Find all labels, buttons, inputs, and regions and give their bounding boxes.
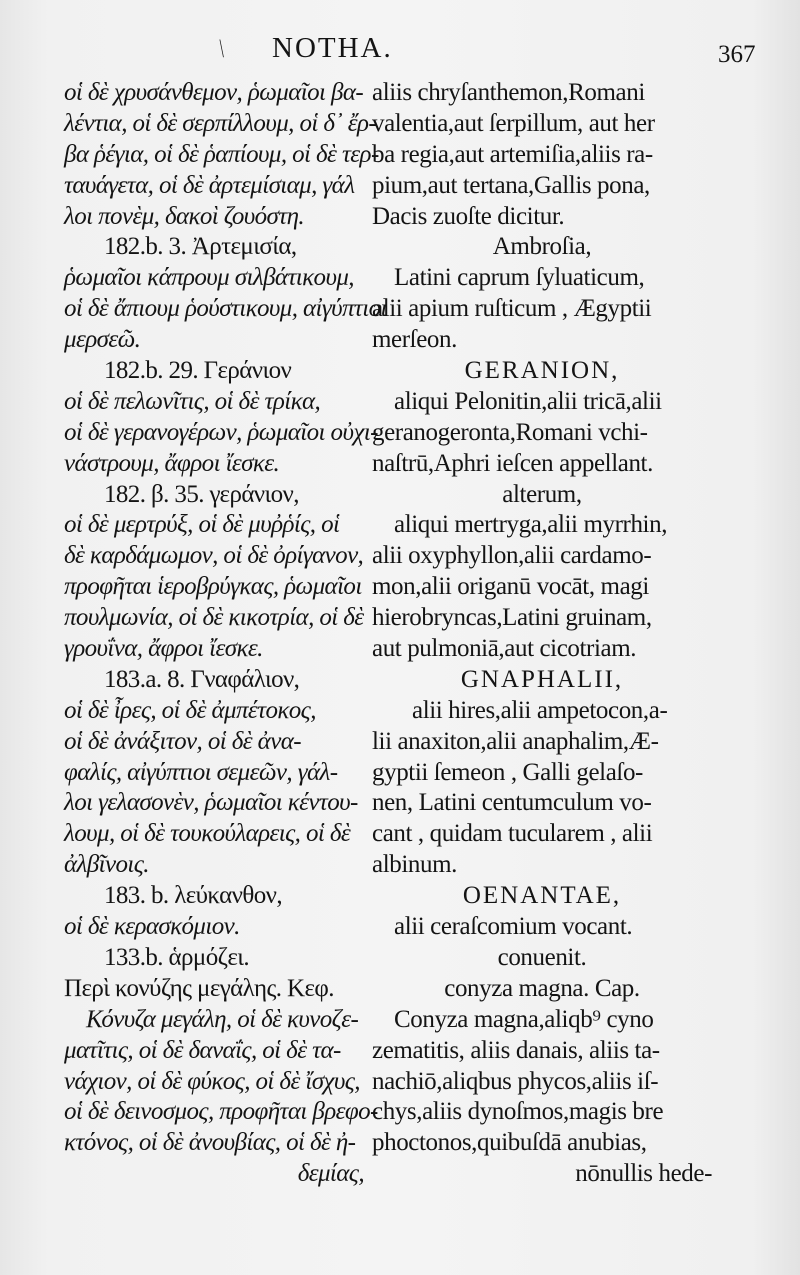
latin-line: zematitis, aliis danais, aliis ta- [372, 1036, 660, 1064]
latin-line: lii anaxiton,alii anaphalim,Æ- [372, 727, 659, 755]
latin-heading: Ambroſia, [492, 233, 592, 261]
greek-line: δὲ καρδάμωμον, οἱ δὲ ὀρίγανον, [64, 542, 364, 570]
latin-line: aut pulmoniā,aut cicotriam. [372, 635, 637, 663]
latin-heading: conuenit. [497, 943, 587, 971]
greek-reference: 183. b. λεύκανθον, [104, 882, 283, 910]
greek-line: ῥωμαῖοι κάπρουμ σιλβάτικουμ, [64, 264, 354, 292]
latin-line: naſtrū,Aphri ieſcen appellant. [372, 449, 653, 477]
greek-line: λουμ, οἱ δὲ τουκούλαρεις, οἱ δὲ [64, 820, 351, 848]
latin-plant-heading: GERANION, [464, 357, 620, 385]
greek-line: οἱ δὲ ἄπιουμ ῥούστικουμ, αἰγύπτιοι [64, 295, 387, 323]
latin-line: cant , quidam tucularem , alii [372, 820, 653, 848]
latin-line: mon,alii origanū vocāt, magi [372, 573, 649, 601]
greek-column [64, 78, 387, 1190]
latin-line: aliqui mertryga,alii myrrhin, [394, 511, 668, 539]
greek-line: βα ῥέγια, οἱ δὲ ῥαπίουμ, οἱ δὲ τερ- [64, 140, 379, 168]
latin-line: valentia,aut ſerpillum, aut her [372, 109, 655, 137]
greek-line: νάχιον, οἱ δὲ φύκος, οἱ δὲ ἴσχυς, [64, 1067, 360, 1095]
greek-reference: 182.b. 29. Γεράνιον [104, 357, 292, 385]
greek-line: Κόνυζα μεγάλη, οἱ δὲ κυνοζε- [86, 1005, 359, 1033]
latin-plant-heading: OENANTAE, [462, 882, 622, 910]
greek-line: οἱ δὲ μερτρύξ, οἱ δὲ μυῤῥίς, οἱ [64, 511, 340, 539]
greek-line: ἀλβῖνοις. [64, 851, 149, 879]
greek-line: φαλίς, αἰγύπτιοι σεμεῶν, γάλ- [64, 758, 338, 786]
greek-line: οἱ δὲ ἶρες, οἱ δὲ ἀμπέτοκος, [64, 696, 316, 724]
latin-line: albinum. [372, 851, 457, 879]
greek-chapter-heading: Περὶ κονύζης μεγάλης. Κεφ. [64, 974, 334, 1002]
greek-line: ταυάγετα, οἱ δὲ ἀρτεμίσιαμ, γάλ [64, 171, 355, 199]
latin-column [372, 78, 712, 1190]
page-number: 367 [718, 41, 756, 68]
greek-line: οἱ δὲ πελωνῖτις, οἱ δὲ τρίκα, [64, 387, 321, 415]
greek-line: δεμίας, [297, 1160, 364, 1188]
latin-chapter-heading: conyza magna. Cap. [444, 974, 640, 1002]
latin-plant-heading: GNAPHALII, [460, 665, 624, 693]
latin-line: Latini caprum ſyluaticum, [394, 264, 645, 292]
greek-line: ματῖτις, οἱ δὲ δαναΐς, οἱ δὲ τα- [64, 1036, 341, 1064]
greek-line: πουλμωνία, οἱ δὲ κικοτρία, οἱ δὲ [64, 604, 364, 632]
latin-line: alii ceraſcomium vocant. [394, 913, 633, 941]
latin-line: Conyza magna,aliqb⁹ cyno [394, 1005, 654, 1033]
greek-reference: 133.b. ἁρμόζει. [104, 943, 250, 971]
greek-line: νάστρουμ, ἄφροι ἴεσκε. [64, 449, 280, 477]
latin-line: merſeon. [372, 326, 457, 354]
running-title: NOTHA. [272, 32, 393, 64]
greek-reference: 183.a. 8. Γναφάλιον, [104, 665, 300, 693]
greek-reference: 182. β. 35. γεράνιον, [104, 480, 299, 508]
greek-line: προφῆται ἱεροβρύγκας, ῥωμαῖοι [64, 573, 362, 601]
printer-mark: \ [219, 34, 224, 63]
greek-line: οἱ δὲ ἀνάξιτον, οἱ δὲ ἀνα- [64, 727, 301, 755]
greek-line: λοι γελασονὲν, ῥωμαῖοι κέντου- [64, 789, 358, 817]
greek-line: οἱ δὲ χρυσάνθεμον, ῥωμαῖοι βα- [64, 79, 364, 106]
latin-line: alii hires,alii ampetocon,a- [412, 696, 668, 724]
latin-line: hierobryncas,Latini gruinam, [372, 604, 652, 632]
latin-line: chys,aliis dynoſmos,magis bre [372, 1098, 664, 1126]
latin-line: ba regia,aut artemiſia,aliis ra- [372, 140, 653, 168]
greek-line: λέντια, οἱ δὲ σερπίλλουμ, οἱ δ᾽ ἔρ- [64, 109, 377, 137]
latin-line: nōnullis hede- [575, 1160, 712, 1188]
latin-line: nen, Latini centumculum vo- [372, 789, 652, 817]
latin-line: aliis chryſanthemon,Romani [372, 79, 645, 106]
greek-line: μερσεῶ. [64, 326, 141, 354]
greek-line: γρουΐνα, ἄφροι ἴεσκε. [64, 635, 263, 663]
greek-line: οἱ δὲ κερασκόμιον. [64, 913, 240, 941]
greek-line: οἱ δὲ δεινοσμος, προφῆται βρεφο- [64, 1098, 378, 1126]
latin-line: alii apium ruſticum , Ægyptii [372, 295, 652, 323]
greek-reference: 182.b. 3. Ἀρτεμισία, [104, 233, 297, 261]
latin-line: Dacis zuoſte dicitur. [372, 202, 565, 230]
greek-line: κτόνος, οἱ δὲ ἀνουβίας, οἱ δὲ ἠ- [64, 1129, 356, 1157]
latin-line: pium,aut tertana,Gallis pona, [372, 171, 650, 199]
greek-line: λοι πονὲμ, δακοὶ ζουόστη. [64, 202, 305, 230]
latin-line: geranogeronta,Romani vchi- [372, 418, 648, 446]
latin-line: gyptii ſemeon , Galli gelaſo- [372, 758, 643, 786]
latin-line: nachiō,aliqbus phycos,aliis iſ- [372, 1067, 659, 1095]
latin-heading: alterum, [502, 480, 582, 508]
latin-line: alii oxyphyllon,alii cardamo- [372, 542, 652, 570]
latin-line: phoctonos,quibuſdā anubias, [372, 1129, 647, 1157]
greek-line: οἱ δὲ γερανογέρων, ῥωμαῖοι οὐχι- [64, 418, 378, 446]
latin-line: aliqui Pelonitin,alii tricā,alii [394, 387, 662, 415]
